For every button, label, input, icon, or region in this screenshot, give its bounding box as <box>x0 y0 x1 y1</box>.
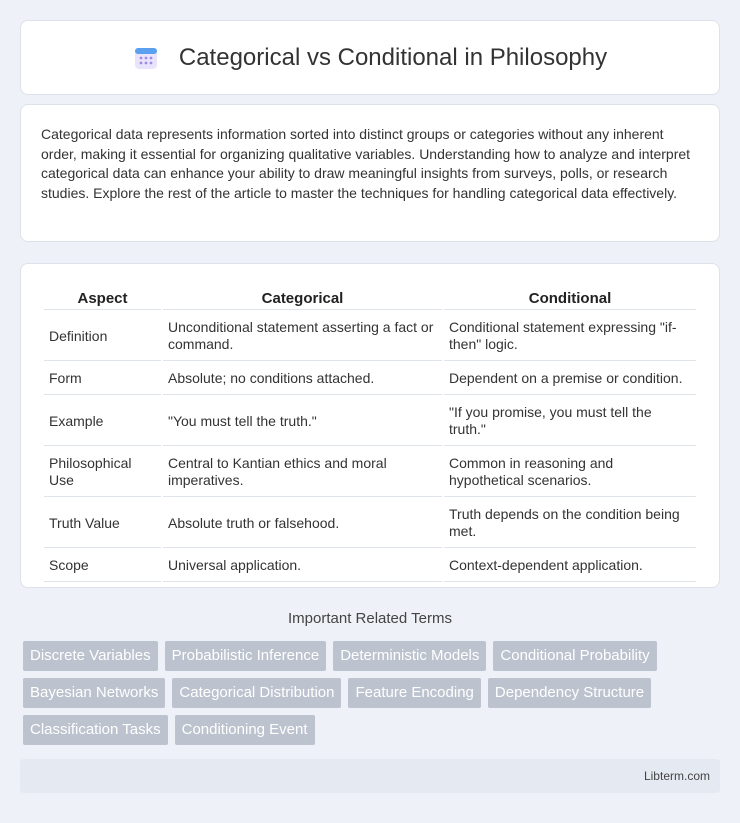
table-cell: "If you promise, you must tell the truth." <box>444 397 696 446</box>
table-cell: Universal application. <box>163 550 442 582</box>
title-card <box>20 20 720 95</box>
footer <box>20 759 720 793</box>
header-categorical: Categorical <box>163 286 442 310</box>
table-cell: Philosophical Use <box>44 448 161 497</box>
page-title: Categorical vs Conditional in Philosophy <box>178 43 608 71</box>
table-cell: Context-dependent application. <box>444 550 696 582</box>
table-cell: Absolute; no conditions attached. <box>163 363 442 395</box>
table-cell: Truth depends on the condition being met. <box>444 499 696 548</box>
table-cell: Conditional statement expressing "if-then" logic. <box>444 312 696 361</box>
related-term-tag[interactable]: Feature Encoding <box>348 678 480 708</box>
table-cell: Scope <box>44 550 161 582</box>
related-term-tag[interactable]: Discrete Variables <box>23 641 158 671</box>
header-aspect: Aspect <box>44 286 161 310</box>
table-row <box>44 397 696 446</box>
table-cell: Dependent on a premise or condition. <box>444 363 696 395</box>
related-term-tag[interactable]: Probabilistic Inference <box>165 641 327 671</box>
calendar-icon <box>133 45 159 71</box>
header-conditional: Conditional <box>444 286 696 310</box>
footer-site-link[interactable]: Libterm.com <box>643 769 710 783</box>
comparison-table <box>42 284 698 584</box>
table-cell: Central to Kantian ethics and moral imperatives. <box>163 448 442 497</box>
intro-card <box>20 104 720 242</box>
intro-paragraph: Categorical data represents information sorted into distinct groups or categories without any inherent order, making it essential for organizing qualitative variables. Understanding how to analyze and interpret categorical data can enhance your ability to draw meaningful insights from surveys, polls, or research studies. Explore the rest of the article to master the techniques for handling categorical data effectively. <box>41 126 691 201</box>
comparison-card <box>20 263 720 588</box>
table-header-row <box>44 286 696 310</box>
table-cell: Unconditional statement asserting a fact or command. <box>163 312 442 361</box>
related-term-tag[interactable]: Categorical Distribution <box>172 678 341 708</box>
table-cell: Truth Value <box>44 499 161 548</box>
related-term-tag[interactable]: Deterministic Models <box>333 641 486 671</box>
table-row <box>44 363 696 395</box>
table-cell: Absolute truth or falsehood. <box>163 499 442 548</box>
related-term-tag[interactable]: Conditioning Event <box>175 715 315 745</box>
table-cell: Form <box>44 363 161 395</box>
table-row <box>44 499 696 548</box>
related-term-tag[interactable]: Dependency Structure <box>488 678 651 708</box>
related-terms-title: Important Related Terms <box>288 610 452 627</box>
table-cell: Example <box>44 397 161 446</box>
table-cell: "You must tell the truth." <box>163 397 442 446</box>
related-term-tag[interactable]: Classification Tasks <box>23 715 168 745</box>
table-cell: Common in reasoning and hypothetical scenarios. <box>444 448 696 497</box>
related-term-tag[interactable]: Bayesian Networks <box>23 678 165 708</box>
table-cell: Definition <box>44 312 161 361</box>
table-row <box>44 550 696 582</box>
table-row <box>44 312 696 361</box>
related-terms-list <box>23 641 723 752</box>
related-term-tag[interactable]: Conditional Probability <box>493 641 656 671</box>
table-row <box>44 448 696 497</box>
